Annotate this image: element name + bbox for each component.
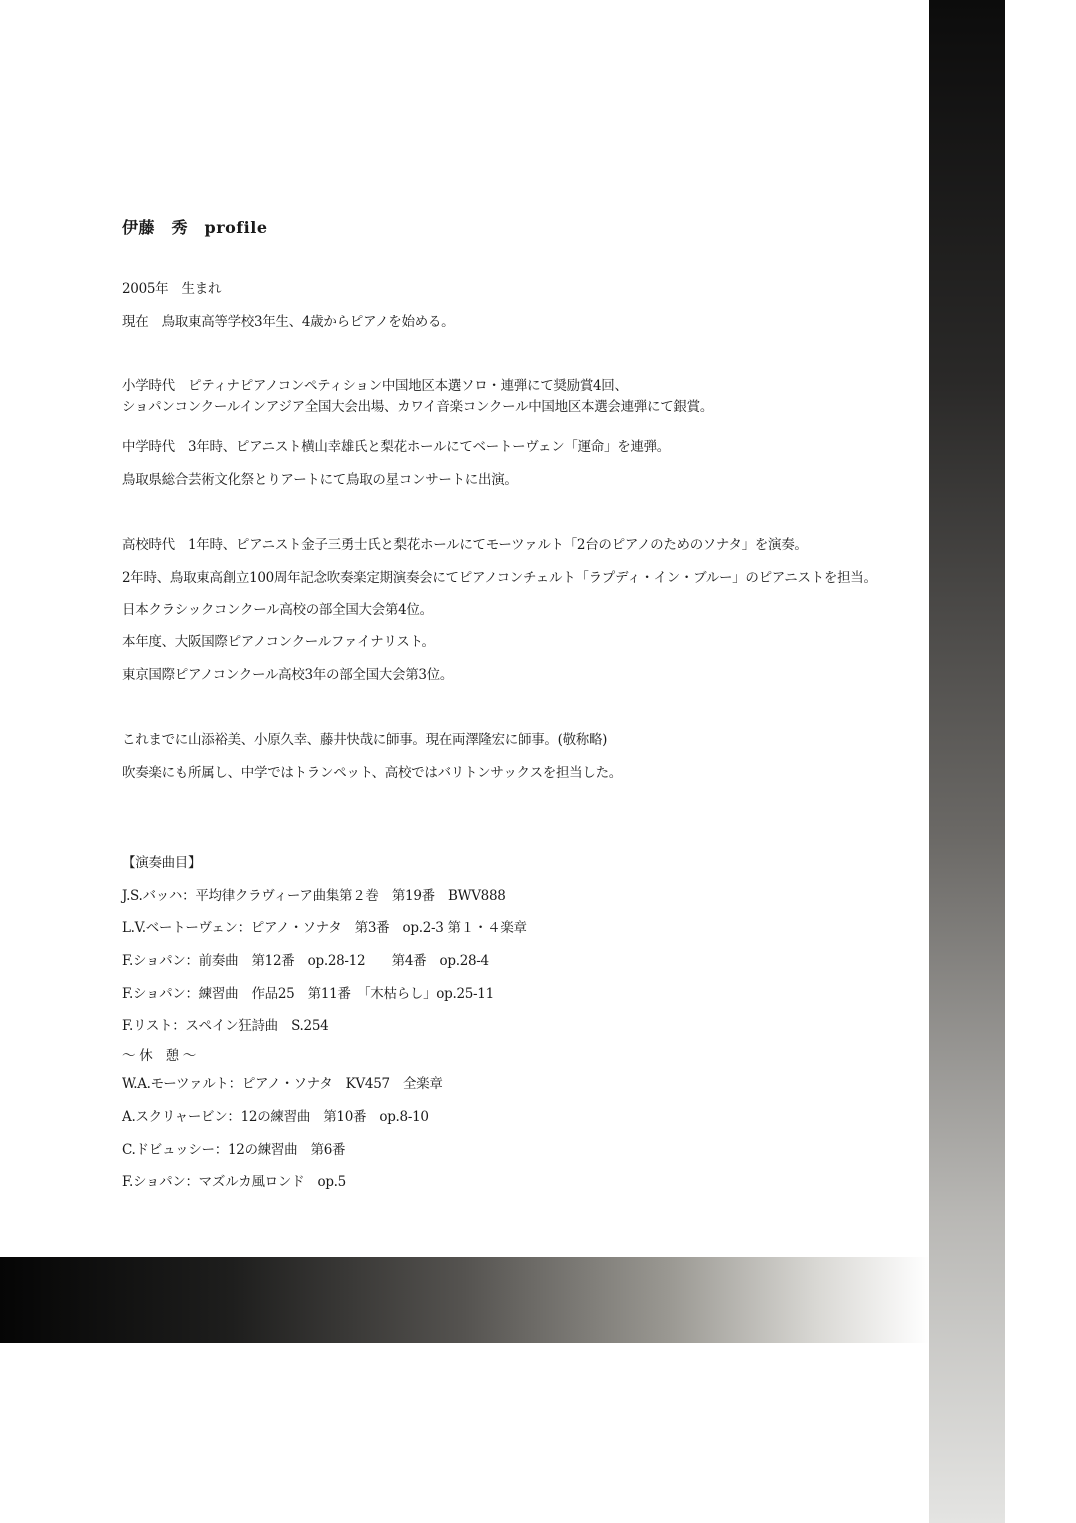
bio-teachers: これまでに山添裕美、小原久幸、藤井快哉に師事。現在両澤隆宏に師事。(敬称略) [122, 732, 608, 748]
bio-band: 吹奏楽にも所属し、中学ではトランペット、高校ではバリトンサックスを担当した。 [122, 765, 622, 781]
bio-birth: 2005年 生まれ [122, 281, 222, 297]
program-item: F.ショパン：練習曲 作品25 第11番 「木枯らし」op.25-11 [122, 986, 494, 1002]
bio-elementary-1: 小学時代 ピティナピアノコンペティション中国地区本選ソロ・連弾にて奨励賞4回、 [122, 378, 628, 394]
bio-middle-1: 中学時代 3年時、ピアニスト横山幸雄氏と梨花ホールにてベートーヴェン「運命」を連弾。 [122, 439, 671, 455]
program-item: F.ショパン：マズルカ風ロンド op.5 [122, 1174, 346, 1190]
program-item: J.S.バッハ：平均律クラヴィーア曲集第２巻 第19番 BWV888 [122, 888, 506, 904]
program-item: C.ドビュッシー：12の練習曲 第6番 [122, 1142, 346, 1158]
program-item: F.リスト：スペイン狂詩曲 S.254 [122, 1018, 329, 1034]
program-item: F.ショパン：前奏曲 第12番 op.28-12 第4番 op.28-4 [122, 953, 489, 969]
bio-high-5: 東京国際ピアノコンクール高校3年の部全国大会第3位。 [122, 667, 454, 683]
program-item: L.V.ベートーヴェン：ピアノ・ソナタ 第3番 op.2-3 第１・４楽章 [122, 920, 527, 936]
bio-middle-2: 鳥取県総合芸術文化祭とりアートにて鳥取の星コンサートに出演。 [122, 472, 518, 488]
bio-elementary-2: ショパンコンクールインアジア全国大会出場、カワイ音楽コンクール中国地区本選会連弾にて銀賞。 [122, 399, 714, 415]
bio-high-2: 2年時、鳥取東高創立100周年記念吹奏楽定期演奏会にてピアノコンチェルト「ラプディ・イン・ブルー」のピアニストを担当。 [122, 570, 877, 586]
bio-high-1: 高校時代 1年時、ピアニスト金子三勇士氏と梨花ホールにてモーツァルト「2台のピアノのためのソナタ」を演奏。 [122, 537, 808, 553]
bio-current: 現在 鳥取東高等学校3年生、4歳からピアノを始める。 [122, 314, 455, 330]
bio-high-3: 日本クラシックコンクール高校の部全国大会第4位。 [122, 602, 433, 618]
right-gradient-band [929, 0, 1005, 1523]
program-item: W.A.モーツァルト：ピアノ・ソナタ KV457 全楽章 [122, 1076, 443, 1092]
program-heading: 【演奏曲目】 [122, 855, 202, 871]
bio-high-4: 本年度、大阪国際ピアノコンクールファイナリスト。 [122, 634, 435, 650]
page-title: 伊藤 秀 profile [122, 218, 268, 237]
program-item: A.スクリャービン：12の練習曲 第10番 op.8-10 [122, 1109, 429, 1125]
bottom-gradient-band [0, 1257, 929, 1343]
program-intermission: ～ 休 憩 ～ [122, 1048, 196, 1064]
